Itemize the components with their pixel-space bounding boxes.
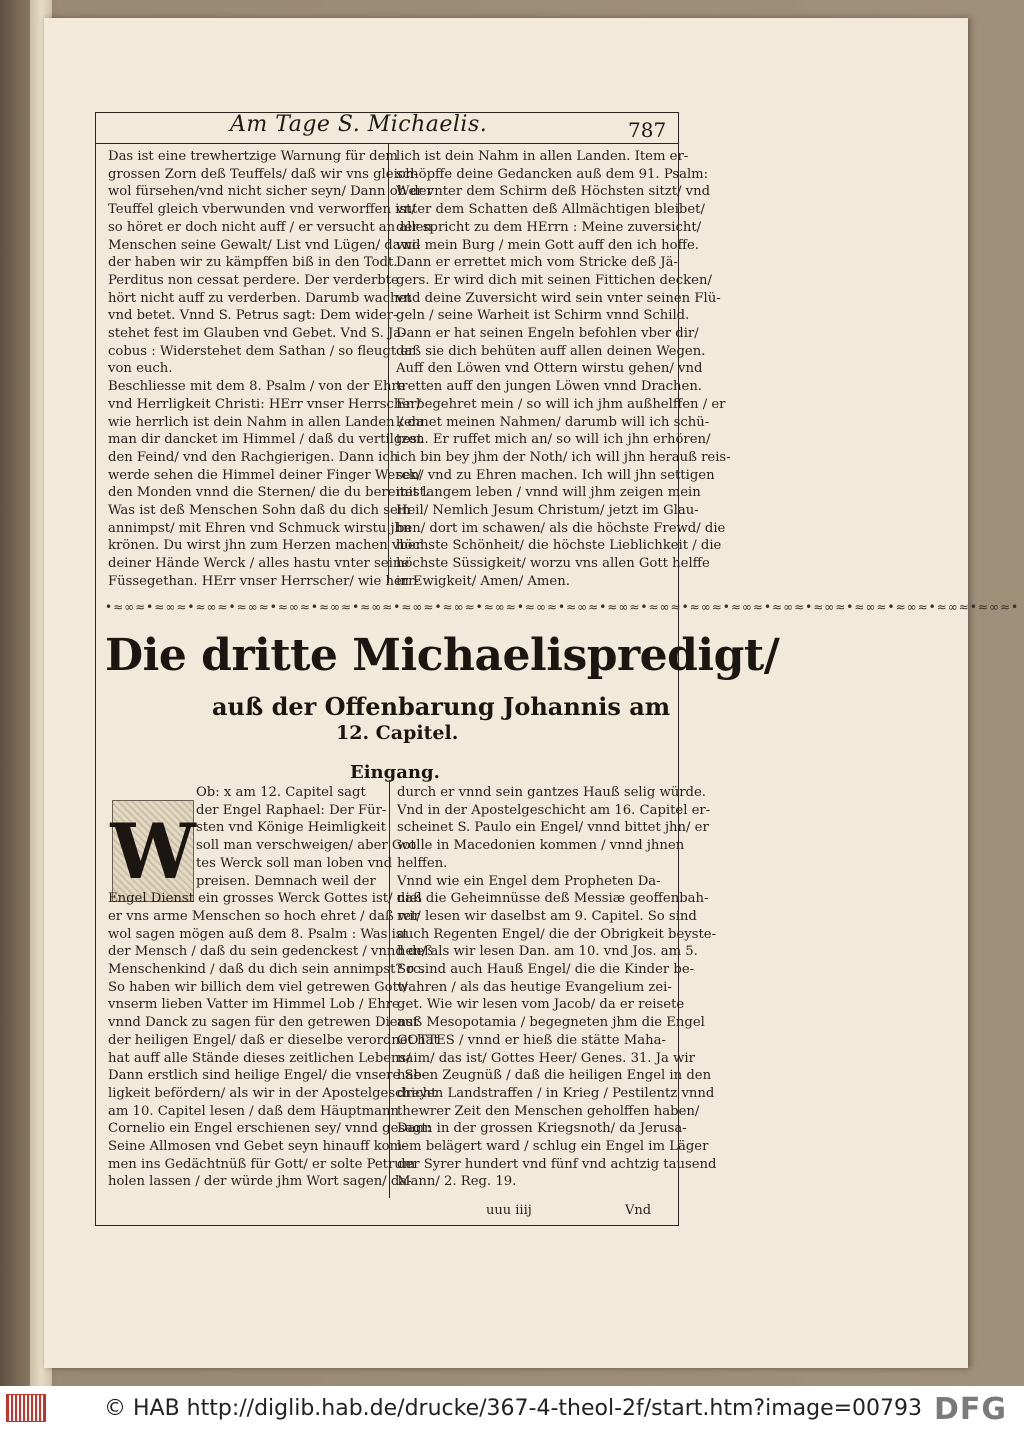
ornament-divider: •≈∞≈•≈∞≈•≈∞≈•≈∞≈•≈∞≈•≈∞≈•≈∞≈•≈∞≈•≈∞≈•≈∞≈•≈∞≈•≈∞≈•≈∞≈•≈∞≈•≈∞≈•≈∞≈•≈∞≈•≈∞≈•≈∞≈•≈∞≈•≈∞≈•≈∞≈•: [105, 600, 1020, 614]
text-line: hen/ als wir lesen Dan. am 10. vnd Jos. am 5.: [397, 944, 698, 960]
text-line: ligkeit befördern/ als wir in der Apostelgeschicht: [108, 1085, 437, 1101]
text-line: stehet fest im Glauben vnd Gebet. Vnd S. Ja-: [108, 326, 406, 342]
text-line: werde sehen die Himmel deiner Finger Werck/: [108, 467, 422, 483]
text-line: der Syrer hundert vnd fünf vnd achtzig tausend: [397, 1156, 717, 1172]
text-line: mit langem leben / vnnd will jhm zeigen mein: [396, 485, 701, 501]
text-line: daß sie dich behüten auff allen deinen Wegen.: [396, 343, 706, 359]
text-line: er vns arme Menschen so hoch ehret / daß wir: [108, 908, 420, 924]
text-line: Beschliesse mit dem 8. Psalm / von der Ehre: [108, 379, 406, 395]
text-line: so höret er doch nicht auff / er versucht an allen: [108, 219, 432, 235]
text-line: Auff den Löwen vnd Ottern wirstu gehen/ vnd: [396, 361, 703, 377]
text-line: Teuffel gleich vberwunden vnd verworffen ist/: [108, 202, 416, 218]
text-line: Wer vnter dem Schirm deß Höchsten sitzt/ vnd: [396, 184, 711, 200]
text-line: vnserm lieben Vatter im Himmel Lob / Ehre: [108, 997, 400, 1013]
text-line: dreyen Landstraffen / in Krieg / Pestilentz vnnd: [397, 1085, 715, 1101]
text-line: Füssegethan. HErr vnser Herrscher/ wie herr-: [108, 573, 419, 589]
signature-mark: uuu iiij: [486, 1203, 532, 1218]
text-line: man dir dancket im Himmel / daß du vertilgest: [108, 432, 423, 448]
text-line: So sind auch Hauß Engel/ die die Kinder be-: [397, 962, 695, 978]
lower-right-column: [397, 784, 717, 1191]
text-line: auß Mesopotamia / begegneten jhm die Engel: [397, 1015, 705, 1031]
text-line: kennet meinen Nahmen/ darumb will ich schü-: [396, 414, 710, 430]
text-line: tzen. Er ruffet mich an/ so will ich jhn erhören/: [396, 432, 711, 448]
text-line: tes Werck soll man loben vnd: [196, 855, 393, 871]
text-line: GOTTES / vnnd er hieß die stätte Maha-: [397, 1032, 666, 1048]
text-line: der Engel Raphael: Der Für-: [196, 802, 387, 818]
text-line: Mann/ 2. Reg. 19.: [397, 1174, 517, 1190]
dfg-logo: DFG: [934, 1392, 1008, 1427]
upper-left-column: [108, 148, 433, 591]
text-line: men ins Gedächtnüß für Gott/ er solte Petrum: [108, 1156, 416, 1172]
text-line: Menschenkind / daß du dich sein annimpst? rc.: [108, 962, 425, 978]
text-line: thewrer Zeit den Menschen geholffen haben/: [397, 1103, 700, 1119]
text-line: holen lassen / der würde jhm Wort sagen/ da-: [108, 1174, 412, 1190]
text-line: sten vnd Könige Heimligkeit: [196, 820, 386, 836]
text-line: deiner Hände Werck / alles hastu vnter seine: [108, 556, 410, 572]
text-line: von euch.: [108, 361, 173, 377]
text-line: Ob: x am 12. Capitel sagt: [196, 785, 366, 800]
text-line: den Monden vnnd die Sternen/ die du bereitest.: [108, 485, 430, 501]
text-line: vnd Herrligkeit Christi: HErr vnser Herrscher/: [108, 396, 421, 412]
text-line: wahren / als das heutige Evangelium zei-: [397, 979, 672, 995]
text-line: durch er vnnd sein gantzes Hauß selig würde.: [397, 785, 706, 800]
text-line: annimpst/ mit Ehren vnd Schmuck wirstu jhn: [108, 520, 412, 536]
text-line: cobus : Widerstehet dem Sathan / so fleugt er: [108, 343, 415, 359]
sermon-subtitle-1: auß der Offenbarung Johannis am: [212, 692, 671, 721]
text-line: Vnnd wie ein Engel dem Propheten Da-: [397, 873, 661, 889]
initial-letter: W: [110, 806, 196, 896]
text-line: scheinet S. Paulo ein Engel/ vnnd bittet jhn/ er: [397, 820, 709, 836]
text-line: ben/ dort im schawen/ als die höchste Frewd/ die: [396, 520, 726, 536]
text-line: der haben wir zu kämpffen biß in den Todt.: [108, 255, 398, 271]
text-line: Was ist deß Menschen Sohn daß du dich sein: [108, 503, 411, 519]
text-line: den Feind/ vnd den Rachgierigen. Dann ich: [108, 449, 399, 465]
text-line: lem belägert ward / schlug ein Engel im Läger: [397, 1139, 709, 1155]
text-line: vnter dem Schatten deß Allmächtigen bleibet/: [396, 202, 705, 218]
text-line: schöpffe deine Gedancken auß dem 91. Psalm:: [396, 166, 709, 182]
text-line: auch Regenten Engel/ die der Obrigkeit beyste-: [397, 926, 717, 942]
text-line: vnnd Danck zu sagen für den getrewen Dienst: [108, 1015, 419, 1031]
text-line: wie herrlich ist dein Nahm in allen Landen / da: [108, 414, 424, 430]
text-line: vnd deine Zuversicht wird sein vnter seinen Flü-: [396, 290, 721, 306]
text-line: Dann er hat seinen Engeln befohlen vber dir/: [396, 326, 699, 342]
text-line: hat auff alle Stände dieses zeitlichen Lebens/: [108, 1050, 411, 1066]
text-line: vnd mein Burg / mein Gott auff den ich hoffe.: [396, 237, 699, 253]
text-line: Heil/ Nemlich Jesum Christum/ jetzt im Glau-: [396, 503, 699, 519]
text-line: grossen Zorn deß Teuffels/ daß wir vns gleich-: [108, 166, 419, 182]
sermon-subtitle-2: 12. Capitel.: [336, 722, 459, 744]
text-line: höchste Schönheit/ die höchste Lieblichkeit / die: [396, 538, 722, 554]
text-line: niel die Geheimnüsse deß Messiæ geoffenbah-: [397, 891, 709, 907]
text-line: der spricht zu dem HErrn : Meine zuversicht/: [396, 219, 702, 235]
text-line: in Ewigkeit/ Amen/ Amen.: [396, 573, 570, 589]
text-line: Seine Allmosen vnd Gebet seyn hinauff kom-: [108, 1139, 407, 1155]
running-title: Am Tage S. Michaelis.: [230, 112, 488, 137]
text-line: Cornelio ein Engel erschienen sey/ vnnd gesagt:: [108, 1121, 432, 1137]
text-line: am 10. Capitel lesen / daß dem Häuptmann: [108, 1103, 399, 1119]
text-line: wol sagen mögen auß dem 8. Psalm : Was ist: [108, 926, 408, 942]
text-line: lich ist dein Nahm in allen Landen. Item er-: [396, 149, 689, 164]
catchword: Vnd: [625, 1203, 652, 1218]
text-line: ret/ lesen wir daselbst am 9. Capitel. So sind: [397, 908, 697, 924]
text-line: Vnd in der Apostelgeschicht am 16. Capitel er-: [397, 802, 711, 818]
text-line: ich bin bey jhm der Noth/ ich will jhn herauß reis-: [396, 449, 731, 465]
text-line: Perditus non cessat perdere. Der verderbte: [108, 272, 399, 288]
sermon-title: Die dritte Michaelispredigt/: [105, 630, 780, 681]
text-line: wol fürsehen/vnd nicht sicher seyn/ Dann ob der: [108, 184, 433, 200]
section-heading: Eingang.: [350, 762, 440, 783]
text-line: soll man verschweigen/ aber Got: [196, 838, 416, 854]
copyright-url-text[interactable]: © HAB http://diglib.hab.de/drucke/367-4-theol-2f/start.htm?image=00793: [104, 1396, 923, 1421]
text-line: Dann erstlich sind heilige Engel/ die vnsere Se-: [108, 1068, 426, 1084]
page-number: 787: [628, 118, 667, 142]
text-line: Engel Dienst ein grosses Werck Gottes ist/ daß: [108, 891, 422, 907]
text-line: Dann in der grossen Kriegsnoth/ da Jerusa-: [397, 1121, 687, 1137]
text-line: preisen. Demnach weil der: [196, 873, 376, 889]
text-line: krönen. Du wirst jhn zum Herzen machen vber: [108, 538, 422, 554]
text-line: Er begehret mein / so will ich jhm außhelffen / er: [396, 396, 726, 412]
text-line: Das ist eine trewhertzige Warnung für dem: [108, 149, 398, 164]
hab-barcode-icon: [6, 1394, 46, 1422]
text-line: der heiligen Engel/ daß er dieselbe verordnet hat: [108, 1032, 439, 1048]
text-line: naim/ das ist/ Gottes Heer/ Genes. 31. Ja wir: [397, 1050, 695, 1066]
text-line: So haben wir billich dem viel getrewen Gott/: [108, 979, 408, 995]
text-line: wolle in Macedonien kommen / vnnd jhnen: [397, 838, 685, 854]
text-line: hört nicht auff zu verderben. Darumb wachet: [108, 290, 412, 306]
text-line: tretten auff den jungen Löwen vnnd Drachen.: [396, 379, 703, 395]
text-line: der Mensch / daß du sein gedenckest / vnnd deß: [108, 944, 434, 960]
text-line: Menschen seine Gewalt/ List vnd Lügen/ dawi-: [108, 237, 421, 253]
text-line: helffen.: [397, 855, 448, 871]
text-line: gers. Er wird dich mit seinen Fittichen decken/: [396, 272, 712, 288]
text-line: sen/ vnd zu Ehren machen. Ich will jhn settigen: [396, 467, 715, 483]
upper-right-column: [396, 148, 731, 591]
text-line: haben Zeugnüß / daß die heiligen Engel in den: [397, 1068, 712, 1084]
text-line: Dann er errettet mich vom Stricke deß Jä-: [396, 255, 678, 271]
text-line: geln / seine Warheit ist Schirm vnnd Schild.: [396, 308, 690, 324]
text-line: höchste Süssigkeit/ worzu vns allen Gott helffe: [396, 556, 710, 572]
text-line: vnd betet. Vnnd S. Petrus sagt: Dem wider-: [108, 308, 398, 324]
header-rule: [95, 143, 679, 144]
text-line: get. Wie wir lesen vom Jacob/ da er reisete: [397, 997, 685, 1013]
